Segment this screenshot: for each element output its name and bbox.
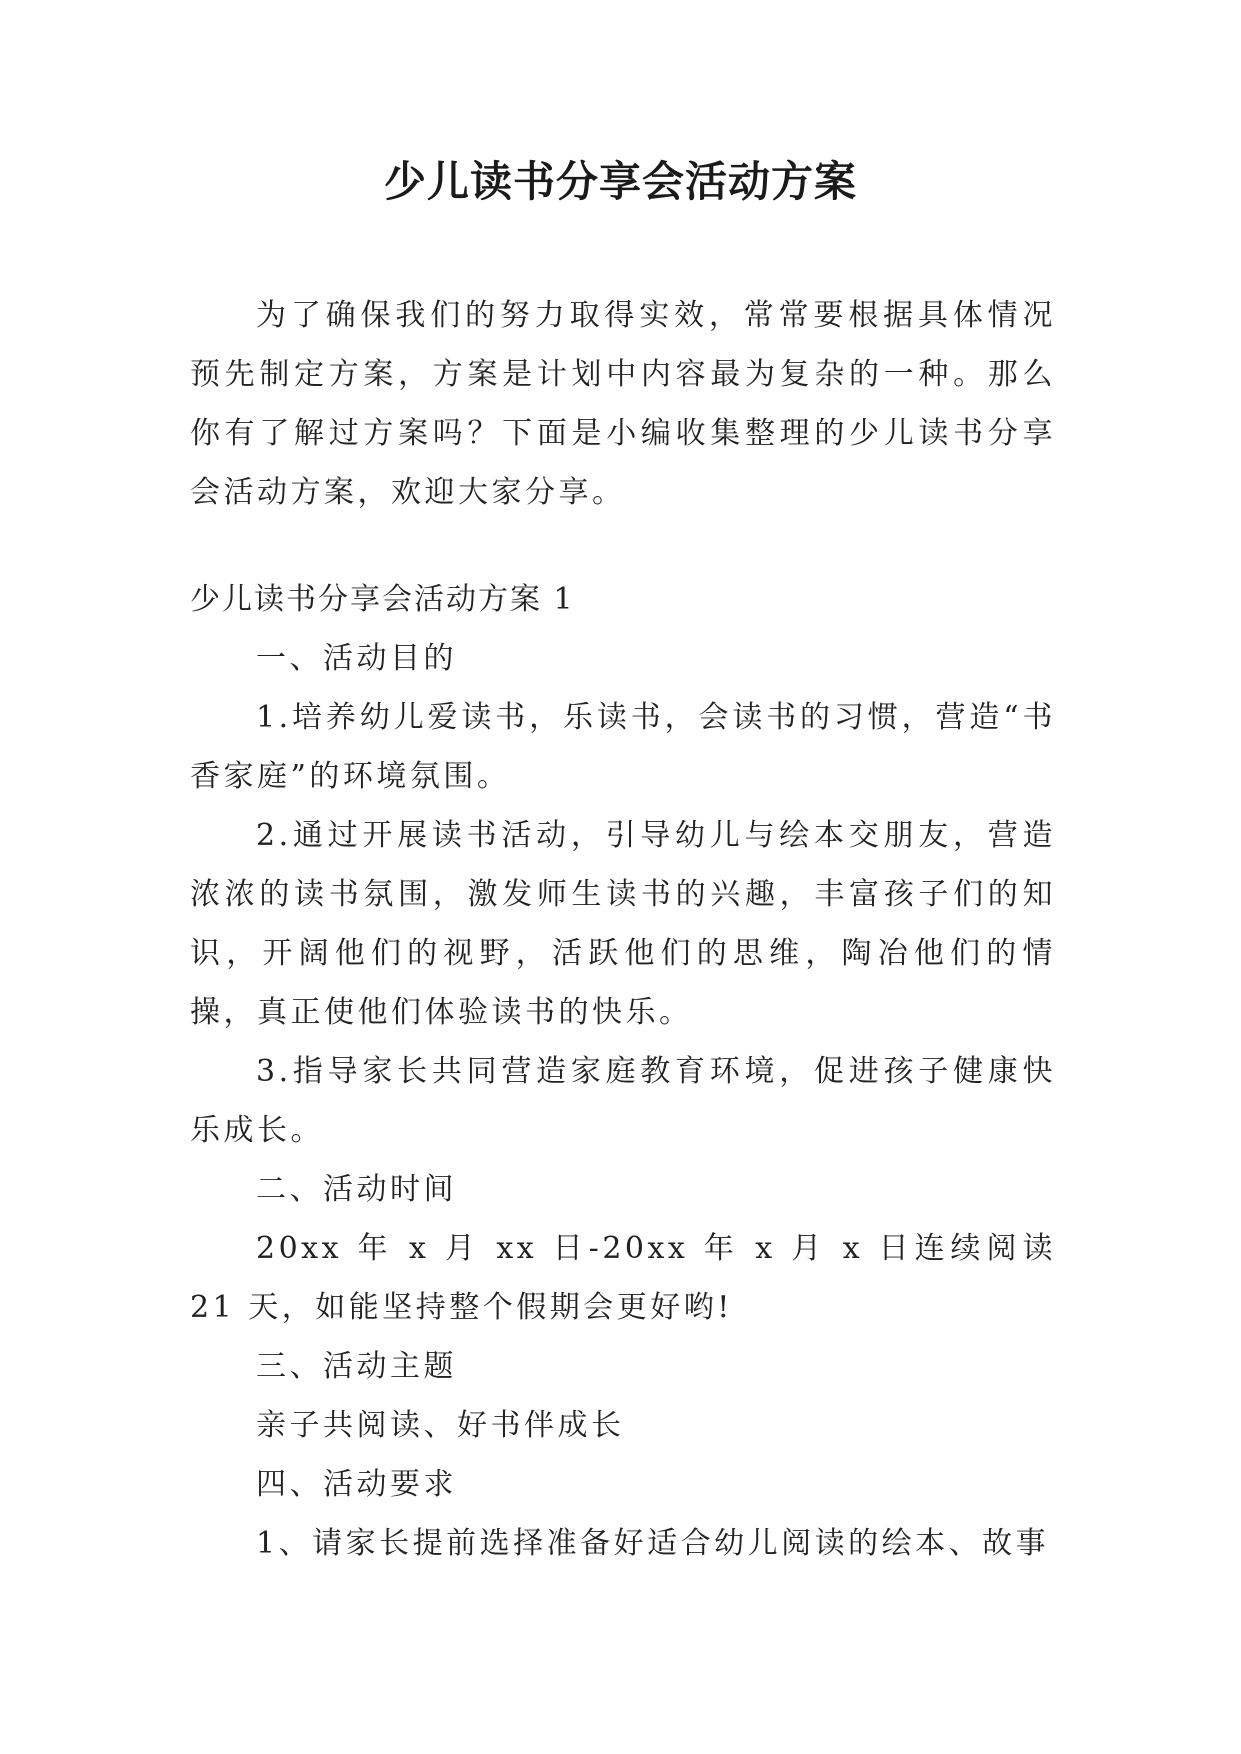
- heading-activity-theme: 三、活动主题: [256, 1349, 457, 1384]
- activity-theme-text: 亲子共阅读、好书伴成长: [256, 1408, 625, 1443]
- section-heading: 少儿读书分享会活动方案 1: [190, 582, 575, 617]
- activity-time-text: 20xx 年 x 月 xx 日-20xx 年 x 月 x 日连续阅读 21 天，如能坚持整个假期会更好哟!: [190, 1231, 1056, 1325]
- requirement-item-1: 1、请家长提前选择准备好适合幼儿阅读的绘本、故事: [256, 1526, 1050, 1561]
- intro-paragraph: 为了确保我们的努力取得实效，常常要根据具体情况预先制定方案，方案是计划中内容最为复杂的一种。那么你有了解过方案吗？下面是小编收集整理的少儿读书分享会活动方案，欢迎大家分享。: [190, 298, 1056, 510]
- purpose-item-2: 2.通过开展读书活动，引导幼儿与绘本交朋友，营造浓浓的读书氛围，激发师生读书的兴趣，丰富孩子们的知识，开阔他们的视野，活跃他们的思维，陶冶他们的情操，真正使他们体验读书的快乐。: [190, 818, 1056, 1030]
- heading-activity-requirements: 四、活动要求: [256, 1467, 457, 1502]
- purpose-item-1: 1.培养幼儿爱读书，乐读书，会读书的习惯，营造“书香家庭”的环境氛围。: [190, 700, 1056, 794]
- purpose-item-3: 3.指导家长共同营造家庭教育环境，促进孩子健康快乐成长。: [190, 1054, 1056, 1148]
- document-body: [190, 286, 1056, 1573]
- document-title: 少儿读书分享会活动方案: [383, 157, 857, 206]
- section-1: [190, 570, 1056, 1573]
- heading-activity-time: 二、活动时间: [256, 1172, 457, 1207]
- heading-activity-purpose: 一、活动目的: [256, 641, 457, 676]
